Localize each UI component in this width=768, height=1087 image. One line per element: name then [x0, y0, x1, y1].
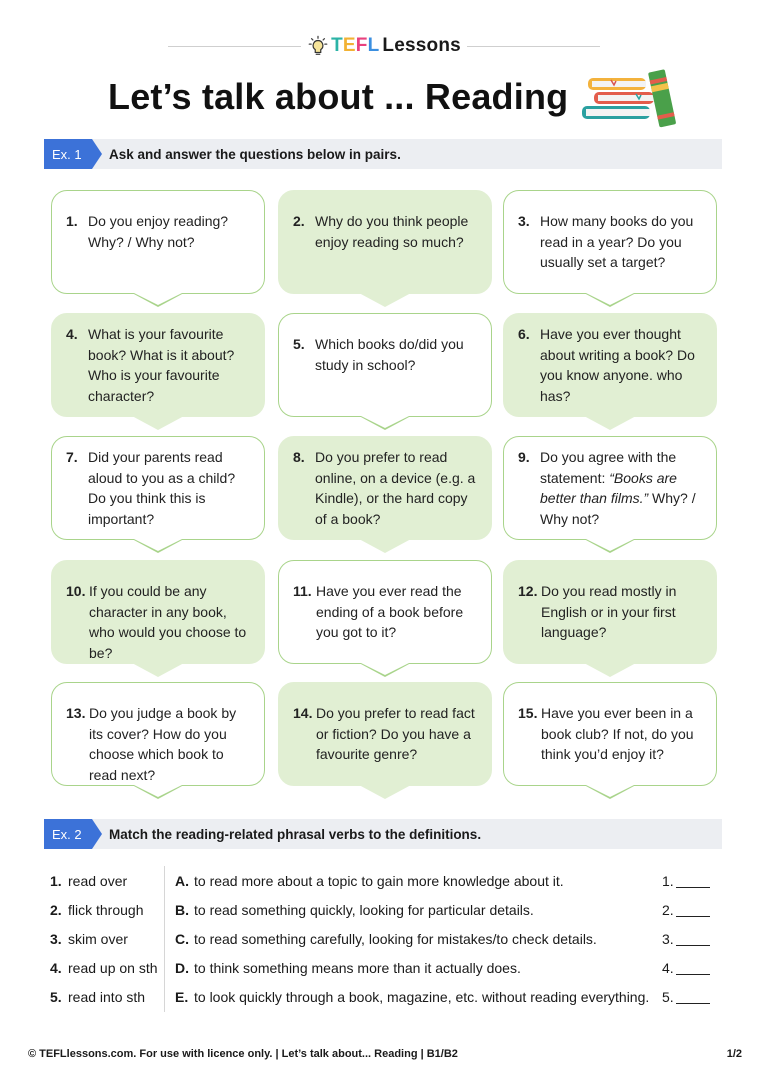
- definition-letter: A.: [175, 872, 189, 889]
- question-bubble-1: [51, 190, 265, 294]
- question-number: 13.: [66, 705, 86, 721]
- question-bubble-12: [503, 560, 717, 664]
- question-number: 4.: [66, 326, 78, 342]
- question-text: Have you ever read the ending of a book before you got to it?: [316, 583, 464, 640]
- question-bubble-9: [503, 436, 717, 540]
- question-text: Do you prefer to read fact or fiction? Do you have a favourite genre?: [316, 705, 475, 762]
- question-bubble-14: [278, 682, 492, 786]
- verb-text: read into sth: [68, 988, 146, 1005]
- question-bubble-2: [278, 190, 492, 294]
- exercise-1-badge: Ex. 1: [44, 139, 92, 169]
- verb-number: 3.: [50, 930, 62, 947]
- definition-letter: C.: [175, 930, 189, 947]
- question-text: Have you ever thought about writing a book? Do you know anyone. who has?: [540, 326, 695, 404]
- exercise-1-header: [44, 139, 722, 169]
- logo-divider-right: [467, 46, 600, 47]
- answer-blank[interactable]: [676, 961, 710, 975]
- answer-label: 3.: [662, 930, 674, 947]
- answer-label: 1.: [662, 872, 674, 889]
- verb-number: 4.: [50, 959, 62, 976]
- logo-letter-t: T: [331, 35, 343, 56]
- question-text: [540, 447, 702, 529]
- column-divider: [164, 866, 165, 1012]
- answer-item: [662, 924, 722, 953]
- exercise-2-badge: Ex. 2: [44, 819, 92, 849]
- verb-item: [50, 953, 160, 982]
- definition-item: [175, 866, 655, 895]
- definitions-list: [175, 866, 655, 1011]
- phrasal-verbs-list: [50, 866, 160, 1011]
- question-bubble-4: [51, 313, 265, 417]
- verb-item: [50, 924, 160, 953]
- answer-item: [662, 895, 722, 924]
- answer-blanks: [662, 866, 722, 1011]
- lightbulb-icon: [307, 35, 329, 57]
- copyright-text: © TEFLlessons.com. For use with licence only. | Let’s talk about... Reading | B1/B2: [28, 1048, 458, 1060]
- question-text: Do you read mostly in English or in your first language?: [541, 583, 677, 640]
- logo-divider-left: [168, 46, 301, 47]
- question-text: Did your parents read aloud to you as a child? Do you think this is important?: [88, 449, 236, 527]
- exercise-2-instruction: Match the reading-related phrasal verbs to the definitions.: [109, 826, 482, 842]
- question-number: 2.: [293, 213, 305, 229]
- question-text: Why do you think people enjoy reading so much?: [315, 213, 469, 250]
- answer-blank[interactable]: [676, 903, 710, 917]
- answer-label: 4.: [662, 959, 674, 976]
- tefl-logo: [301, 35, 467, 57]
- question-text: Do you prefer to read online, on a device (e.g. a Kindle), or the hard copy of a book?: [315, 449, 476, 527]
- books-stack-icon: [578, 66, 682, 130]
- verb-number: 2.: [50, 901, 62, 918]
- question-number: 7.: [66, 449, 78, 465]
- verb-item: [50, 866, 160, 895]
- page-footer: [28, 1048, 742, 1060]
- exercise-2-header: [44, 819, 722, 849]
- logo-letter-f: F: [355, 35, 368, 56]
- question-number: 12.: [518, 583, 538, 599]
- verb-text: flick through: [68, 901, 144, 918]
- verb-number: 1.: [50, 872, 62, 889]
- question-text: Do you enjoy reading? Why? / Why not?: [88, 213, 229, 250]
- definition-item: [175, 953, 655, 982]
- question-number: 8.: [293, 449, 305, 465]
- answer-label: 5.: [662, 988, 674, 1005]
- question-number: 15.: [518, 705, 538, 721]
- answer-item: [662, 953, 722, 982]
- answer-label: 2.: [662, 901, 674, 918]
- definition-letter: B.: [175, 901, 189, 918]
- definition-letter: E.: [175, 988, 189, 1005]
- answer-item: [662, 866, 722, 895]
- definition-text: to read something carefully, looking for mistakes/to check details.: [194, 930, 597, 947]
- answer-item: [662, 982, 722, 1011]
- question-text: What is your favourite book? What is it about? Who is your favourite character?: [88, 326, 235, 404]
- question-bubble-11: [278, 560, 492, 664]
- question-number: 3.: [518, 213, 530, 229]
- question-number: 5.: [293, 336, 305, 352]
- question-text-part: Why? / Why not?: [540, 490, 696, 527]
- definition-letter: D.: [175, 959, 189, 976]
- definition-text: to think something means more than it actually does.: [194, 959, 521, 976]
- logo-letter-l: L: [367, 35, 380, 56]
- quoted-statement: “Books are better than films.”: [540, 469, 677, 506]
- question-number: 6.: [518, 326, 530, 342]
- question-bubble-10: [51, 560, 265, 664]
- question-number: 9.: [518, 449, 530, 465]
- definition-item: [175, 924, 655, 953]
- verb-text: read over: [68, 872, 128, 889]
- answer-blank[interactable]: [676, 990, 710, 1004]
- verb-text: skim over: [68, 930, 128, 947]
- definition-item: [175, 895, 655, 924]
- question-bubble-6: [503, 313, 717, 417]
- question-number: 14.: [293, 705, 313, 721]
- question-text-part: Do you agree with the statement:: [540, 449, 677, 486]
- page-title: Let’s talk about ... Reading: [108, 76, 569, 117]
- question-bubble-8: [278, 436, 492, 540]
- question-text: If you could be any character in any book, who would you choose to be?: [89, 583, 247, 661]
- question-text: Which books do/did you study in school?: [315, 336, 464, 373]
- question-text: Have you ever been in a book club? If not, do you think you’d enjoy it?: [541, 705, 694, 762]
- exercise-1-instruction: Ask and answer the questions below in pairs.: [109, 146, 401, 162]
- question-bubble-15: [503, 682, 717, 786]
- verb-item: [50, 895, 160, 924]
- question-number: 1.: [66, 213, 78, 229]
- question-bubble-13: [51, 682, 265, 786]
- logo-word-lessons: Lessons: [382, 35, 461, 56]
- question-bubble-3: [503, 190, 717, 294]
- definition-text: to read something quickly, looking for particular details.: [194, 901, 534, 918]
- answer-blank[interactable]: [676, 932, 710, 946]
- answer-blank[interactable]: [676, 874, 710, 888]
- verb-text: read up on sth: [68, 959, 158, 976]
- logo-row: [168, 33, 600, 59]
- page-number: 1/2: [726, 1048, 742, 1060]
- definition-text: to look quickly through a book, magazine, etc. without reading everything.: [194, 988, 650, 1005]
- question-bubble-7: [51, 436, 265, 540]
- logo-letter-e: E: [342, 35, 356, 56]
- question-number: 11.: [293, 583, 312, 599]
- question-number: 10.: [66, 583, 86, 599]
- question-bubble-5: [278, 313, 492, 417]
- question-text: Do you judge a book by its cover? How do you choose which book to read next?: [89, 705, 237, 783]
- definition-item: [175, 982, 655, 1011]
- definition-text: to read more about a topic to gain more knowledge about it.: [194, 872, 564, 889]
- verb-number: 5.: [50, 988, 62, 1005]
- question-text: How many books do you read in a year? Do you usually set a target?: [540, 213, 694, 270]
- verb-item: [50, 982, 160, 1011]
